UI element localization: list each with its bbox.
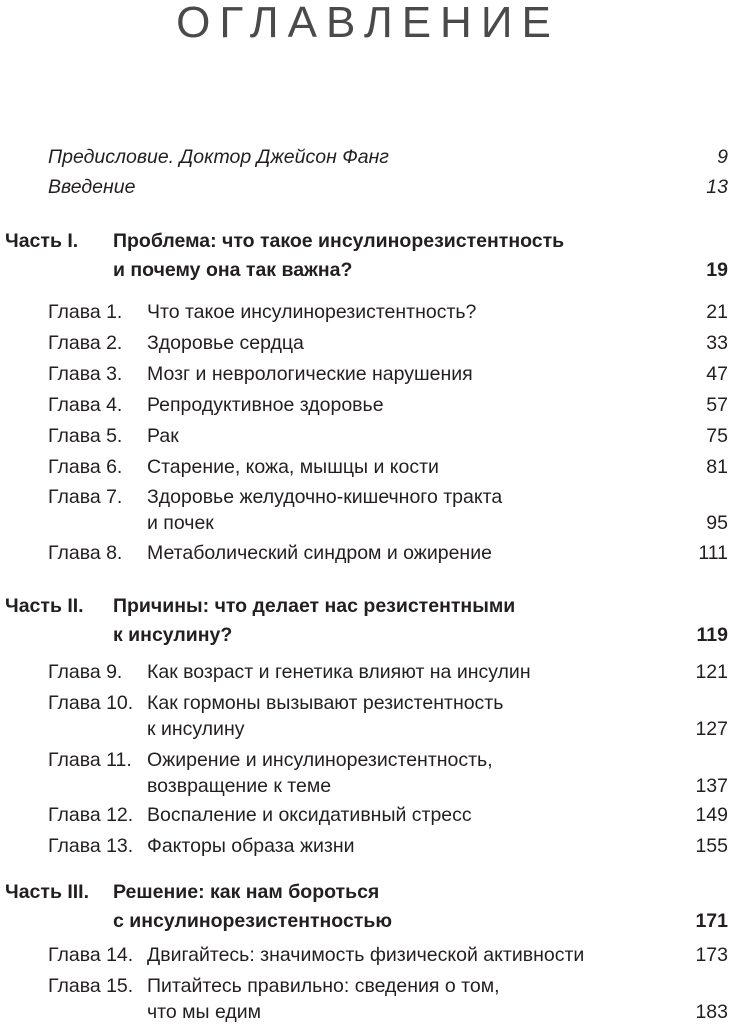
page-number: 173 <box>695 944 728 966</box>
page-number: 171 <box>695 910 728 932</box>
chapter-title: что мы едим <box>147 1001 262 1023</box>
part-title: Проблема: что такое инсулинорезистентность <box>113 230 565 252</box>
chapter-label: Глава 8. <box>48 542 123 564</box>
entry-title: Введение <box>48 176 136 198</box>
chapter-title: Мозг и неврологические нарушения <box>147 363 473 385</box>
part-title: Решение: как нам бороться <box>113 881 380 903</box>
page-number: 111 <box>698 542 728 564</box>
page-number: 81 <box>706 456 728 478</box>
chapter-title: Репродуктивное здоровье <box>147 394 384 416</box>
chapter-label: Глава 12. <box>48 804 134 826</box>
chapter-label: Глава 7. <box>48 486 123 508</box>
chapter-title: Как гормоны вызывают резистентность <box>147 692 504 714</box>
chapter-title: Как возраст и генетика влияют на инсулин <box>147 661 531 683</box>
chapter-label: Глава 14. <box>48 944 134 966</box>
page-number: 57 <box>706 394 728 416</box>
page-number: 9 <box>717 146 728 168</box>
chapter-title: Воспаление и оксидативный стресс <box>147 804 472 826</box>
chapter-title: Двигайтесь: значимость физической активности <box>147 944 585 966</box>
chapter-title: Факторы образа жизни <box>147 835 355 857</box>
chapter-label: Глава 9. <box>48 661 123 683</box>
page-number: 121 <box>695 661 728 683</box>
chapter-label: Глава 4. <box>48 394 123 416</box>
chapter-title: Что такое инсулинорезистентность? <box>147 301 477 323</box>
chapter-title: Старение, кожа, мышцы и кости <box>147 456 439 478</box>
chapter-label: Глава 3. <box>48 363 123 385</box>
chapter-title: к инсулину <box>147 718 245 740</box>
part-label: Часть II. <box>5 595 84 617</box>
part-title: к инсулину? <box>113 624 233 646</box>
chapter-label: Глава 6. <box>48 456 123 478</box>
chapter-title: и почек <box>147 512 214 534</box>
chapter-title: Здоровье сердца <box>147 332 304 354</box>
part-label: Часть I. <box>5 230 79 252</box>
chapter-label: Глава 5. <box>48 425 123 447</box>
page-number: 33 <box>706 332 728 354</box>
page-title: ОГЛАВЛЕНИЕ <box>176 0 560 47</box>
chapter-label: Глава 10. <box>48 692 134 714</box>
page-number: 21 <box>706 301 728 323</box>
part-title: с инсулинорезистентностью <box>113 910 392 932</box>
chapter-title: возвращение к теме <box>147 775 332 797</box>
chapter-label: Глава 11. <box>48 749 132 771</box>
part-title: Причины: что делает нас резистентными <box>113 595 516 617</box>
page-number: 127 <box>695 718 728 740</box>
part-label: Часть III. <box>5 881 90 903</box>
chapter-title: Здоровье желудочно-кишечного тракта <box>147 486 503 508</box>
page-number: 137 <box>695 775 728 797</box>
chapter-label: Глава 15. <box>48 975 134 997</box>
chapter-title: Метаболический синдром и ожирение <box>147 542 492 564</box>
page-number: 47 <box>706 363 728 385</box>
entry-title: Предисловие. Доктор Джейсон Фанг <box>48 146 389 168</box>
chapter-title: Ожирение и инсулинорезистентность, <box>147 749 493 771</box>
chapter-label: Глава 1. <box>48 301 123 323</box>
part-title: и почему она так важна? <box>113 259 353 281</box>
page-number: 149 <box>695 804 728 826</box>
page-number: 13 <box>706 176 728 198</box>
page-number: 19 <box>706 259 728 281</box>
chapter-label: Глава 2. <box>48 332 123 354</box>
chapter-title: Рак <box>147 425 179 447</box>
page-number: 119 <box>696 624 728 646</box>
page-number: 183 <box>695 1001 728 1023</box>
page-number: 75 <box>706 425 728 447</box>
chapter-label: Глава 13. <box>48 835 134 857</box>
chapter-title: Питайтесь правильно: сведения о том, <box>147 975 500 997</box>
page-number: 95 <box>706 512 728 534</box>
page-number: 155 <box>695 835 728 857</box>
